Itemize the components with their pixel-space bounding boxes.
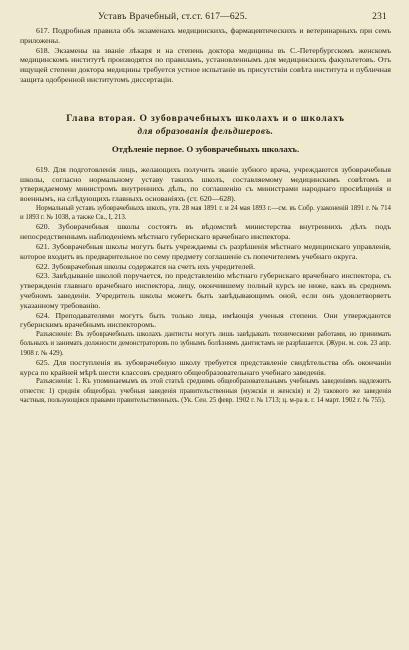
- top-articles: [20, 26, 391, 85]
- article-622: 622. Зубоврачебныя школы содержатся на счетъ ихъ учредителей.: [36, 261, 256, 271]
- article-623: 623. Завѣдываніе школой поручается, по представленію мѣстнаго губернскаго врачебнаго инспектора, съ утвержденія главнаго врачебнаго инспектора, лицу, окончившему полный курсъ не ниже, какъ въ среднемъ учебномъ заведеніи. Учредитель школы можетъ быть завѣдывающимъ оной, если онъ удовлетворяетъ указанному требованію.: [20, 271, 391, 310]
- page-number: 231: [372, 12, 387, 22]
- article-625: 625. Для поступленія въ зубоврачебную школу требуется представленіе свидѣтельства объ окончаніи курса по крайней мѣрѣ шести классовъ средняго общеобразовательнаго учебнаго заведенія.: [20, 357, 391, 377]
- note-624: Разъясненіе: Въ зубоврачебныхъ школахъ дантисты могутъ лишь завѣдывать техническими работами, но принимать больныхъ и занимать должности демонстраторовъ по зубнымъ болѣзнямъ дантистамъ не разрѣшается. (Журн. м. сов. 23 апр. 1908 г. № 429).: [20, 331, 391, 357]
- chapter-title-line2: для образованія фельдшеровъ.: [137, 125, 274, 136]
- article-620: 620. Зубоврачебныя школы состоятъ въ вѣдомствѣ министерства внутреннихъ дѣлъ подъ непосредственнымъ наблюденіемъ мѣстнаго губернскаго врачебнаго инспектора.: [20, 222, 391, 242]
- note-625: Разъясненія: 1. Къ упоминаемымъ въ этой статьѣ среднимъ общеобразовательнымъ учебнымъ заведеніямъ надлежитъ отнести: 1) среднія общеобраз. учебныя заведенія правительственныя (мужскія и женскія) и 2) такового же заведенія частныя, пользующіяся правами правительственныхъ. (Ук. Сен. 25 февр. 1902 г. № 1713; ц. м-ра в. г. 14 март. 1902 г. № 755).: [20, 378, 391, 404]
- article-617: 617. Подробныя правила объ экзаменахъ медицинскихъ, фармацевтическихъ и ветеринарныхъ при семъ приложены.: [20, 26, 391, 45]
- header-title: Уставъ Врачебный, ст.ст. 617—625.: [98, 12, 248, 22]
- articles: [20, 165, 391, 405]
- section-title: Отдѣленіе первое. О зубоврачебныхъ школахъ.: [111, 143, 300, 154]
- running-header: [98, 12, 387, 22]
- article-621: 621. Зубоврачебныя школы могутъ быть учреждаемы съ разрѣшенія мѣстнаго медицинскаго управленія, которое входитъ въ предварительное по сему предмету соглашеніе съ попечителемъ учебнаго округа.: [20, 241, 391, 261]
- article-619: 619. Для подготовленія лицъ, желающихъ получить званіе зубного врача, учреждаются зубоврачебныя школы, согласно нормальному уставу такихъ школъ, составляемому медицинскимъ совѣтомъ и утверждаемому министромъ внутреннихъ дѣлъ, по соглашенію съ министрами народнаго просвѣщенія и военнымъ, на слѣдующихъ главныхъ основаніяхъ (ст. 620—628).: [20, 164, 391, 204]
- note-619: Нормальный уставъ зубоврачебныхъ школъ, утв. 28 мая 1891 г. и 24 мая 1893 г.—см. въ Собр. узаконеній 1891 г. № 714 и 1893 г. № 1038, а также Св., I, 213.: [20, 204, 391, 222]
- chapter-title-line1: Глава вторая. О зубоврачебныхъ школахъ и о школахъ: [66, 112, 345, 124]
- article-618: 618. Экзамены на званіе лѣкаря и на степень доктора медицины въ С.-Петербургскомъ женскомъ медицинскомъ институтѣ производятся по правиламъ, установленнымъ для медицинскихъ факультетовъ. Отъ ищущей степени доктора медицины требуется устное испытаніе въ присутствіи совѣта института и публичная защита одобренной институтомъ диссертаціи.: [20, 45, 391, 84]
- article-624: 624. Преподавателями могутъ быть только лица, имѣющія ученыя степени. Они утверждаются губернскимъ врачебнымъ инспекторомъ.: [20, 310, 391, 330]
